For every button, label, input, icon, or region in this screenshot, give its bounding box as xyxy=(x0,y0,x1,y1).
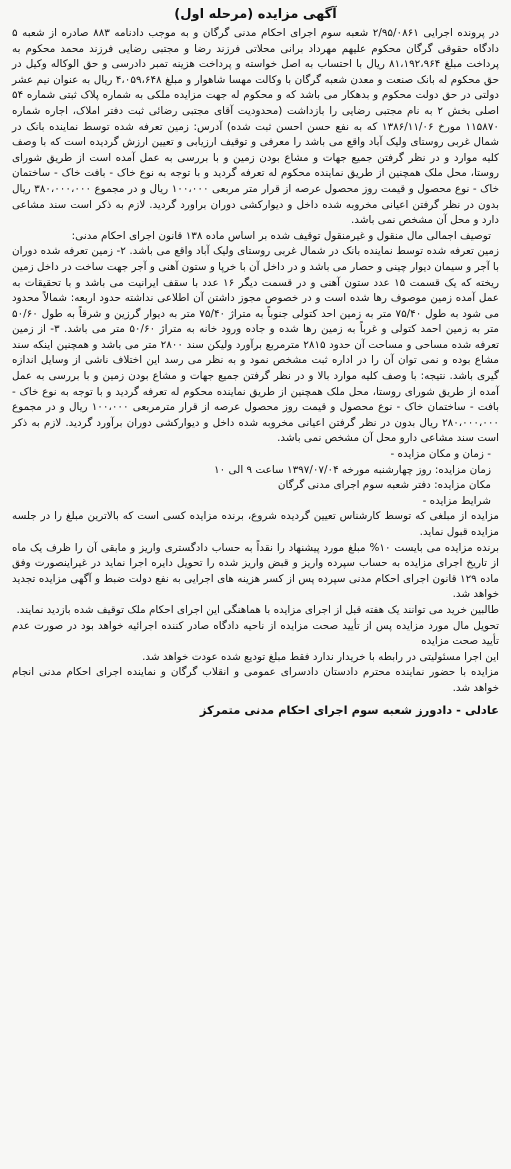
time-place-heading: - زمان و مکان مزایده - xyxy=(390,448,491,461)
condition-item: طالبین خرید می توانند یک هفته قبل از اجرای مزایده با هماهنگی این اجرای احکام ملک توقیف شده بازدید نمایند. xyxy=(16,603,499,616)
auction-time: زمان مزایده: روز چهارشنبه مورخه ۱۳۹۷/۰۷/۰۴ ساعت ۹ الی ۱۰ xyxy=(214,463,491,476)
description-heading: توصیف اجمالی مال منقول و غیرمنقول توقیف شده بر اساس ماده ۱۳۸ قانون اجرای احکام مدنی: xyxy=(71,229,491,242)
condition-item: مزایده با حضور نماینده محترم دادستان دادسرای عمومی و انقلاب گرگان و نماینده اجرای احکام مدنی انجام خواهد شد. xyxy=(12,666,499,694)
notice-title: آگهی مزایده (مرحله اول) xyxy=(174,7,337,22)
property-description: زمین تعرفه شده توسط نماینده بانک در شمال غربی روستای ولیک آباد واقع می باشد. ۲- زمین تعرفه شده دوران با آجر و سیمان دیوار چینی و حصار می باشد و در داخل آن با خرپا و ستون آهنی و آجر جهت ساخت در داخل زمین ریخته که یک قسمت ۱۵ عدد ستون آهنی و در قسمت دیگر ۱۶ عدد با سقف ایرانیت می باشد و با تحقیقات به عمل آمده زمین موصوف رها شده است و در خصوص مجوز داشتن آن اطلاعی نداشته حدود اربعه: شمالاً محدود می شود به طول ۷۵/۴۰ متر به زمین احد کتولی جنوباً به متراژ ۷۵/۴۰ متر به دیوار گرزین و شرقاً به طول ۵۰/۶۰ متر به زمین احمد کتولی و غرباً به زمین رها شده و جاده ورود خانه به متراژ ۵۰/۶۰ متر می باشد. ۳- از زمین تعرفه شده مساحی و مساحت آن حدود ۲۸۱۵ مترمربع برآورد ولیکن سند ۲۸۰۰ متر می باشد و همچنین اینکه سند مشاع بوده و نمی توان آن را در اداره ثبت مشخص نمود و به نظر می رسد این اختلاف ناشی از وسایل اندازه گیری باشد. نتیجه: با وصف کلیه موارد بالا و در نظر گرفتن جمیع جهات و مشاع بودن زمین و با بررسی به عمل آمده از طریق شورای روستا، محل ملک همچنین از طریق نماینده محکوم له تعرفه گردید و با توجه به نوع خاک - بافت - ساختمان خاک - نوع محصول و قیمت روز محصول عرصه از قرار مترمربعی ۱۰۰،۰۰۰ ریال و در مجموع ۲۸۰،۰۰۰،۰۰۰ ریال بدون در نظر گرفتن اعیانی مخروبه شده داخل و دیوارکشی دوران برآورد گردید. لازم به ذکر است سند مشاعی دارو محل آن مشخص نمی باشد. xyxy=(12,245,500,445)
conditions-heading: شرایط مزایده - xyxy=(422,494,491,507)
condition-item: تحویل مال مورد مزایده پس از تأیید صحت مزایده از ناحیه دادگاه صادر کننده اجرائیه خواهد بود در صورت عدم تأیید صحت مزایده xyxy=(12,619,499,648)
condition-item: برنده مزایده می بایست ۱۰% مبلغ مورد پیشنهاد را نقداً به حساب دادگستری واریز و مابقی آن را ظرف یک ماه از تاریخ اجرای مزایده به حساب سپرده واریز و قبض واریز شده را تحویل دایره اجرا نماید در غیراینصورت وفق ماده ۱۲۹ قانون اجرای احکام مدنی سپرده پس از کسر هزینه های اجرایی به نفع دولت ضبط و آگهی مزایده تجدید خواهد شد. xyxy=(12,541,499,601)
main-paragraph: در پرونده اجرایی ۲/۹۵/۰۸۶۱ شعبه سوم اجرای احکام مدنی گرگان و به موجب دادنامه ۸۸۳ صادره از شعبه ۵ دادگاه حقوقی گرگان محکوم علیهم مهرداد برانی محلاتی فرزند رضا و مجتبی رضایی فرزند محمد محکوم به پرداخت مبلغ ۸۱،۱۹۲،۹۶۴ ریال با احتساب به اصل خواسته و پرداخت هزینه تمبر دادرسی و حق الوکاله وکیل در حق محکوم له بانک صنعت و معدن شعبه گرگان با وکالت مهسا شاهوار و مبلغ ۴،۰۵۹،۶۴۸ ریال به عنوان نیم عشر دولتی در حق دولت محکوم و بدهکار می باشد که و محکوم له جهت مزایده ملکی به شماره پلاک ثبتی شماره ۵۴ اصلی بخش ۲ به نام مجتبی رضایی را بازداشت (محدودیت آقای مجتبی رضائی ثبت دفتر املاک، اجاره شماره ۱۱۵۸۷۰ مورخ ۱۳۸۶/۱۱/۰۶ که به نفع حسن احسن ثبت شده) آدرس: زمین تعرفه شده توسط نماینده بانک در شمال غربی روستای ولیک آباد واقع می باشد را معرفی و توقیف ارزیابی و تعیین ارزش گردیده است که با وصف کلیه موارد و در نظر گرفتن جمیع جهات و مشاع بودن زمین و با بررسی به عمل آمده است از طریق شورای روستا، محل ملک همچنین از طریق نماینده محکوم له تعرفه گردید و با توجه به نوع خاک - بافت خاک - ساختمان خاک - نوع محصول و قیمت روز محصول عرصه از قرار متر مربعی ۱۰۰،۰۰۰ ریال و در مجموع ۳۸۰،۰۰۰،۰۰۰ ریال بدون در نظر گرفتن اعیانی مخروبه شده داخل و دیوارکشی دوران براورد گردید. لازم به ذکر است سند مشاعی دارد و محل آن مشخص نمی باشد. xyxy=(12,27,500,227)
condition-item: مزایده از مبلغی که توسط کارشناس تعیین گردیده شروع، برنده مزایده کسی است که بالاترین مبلغ را در جلسه مزایده قبول نماید. xyxy=(12,510,499,538)
condition-item: این اجرا مسئولیتی در رابطه با خریدار ندارد فقط مبلغ تودیع شده عودت خواهد شد. xyxy=(142,650,499,663)
signature-line: عادلی - دادورز شعبه سوم اجرای احکام مدنی متمرکز xyxy=(199,702,499,717)
auction-place: مکان مزایده: دفتر شعبه سوم اجرای مدنی گرگان xyxy=(277,479,491,492)
